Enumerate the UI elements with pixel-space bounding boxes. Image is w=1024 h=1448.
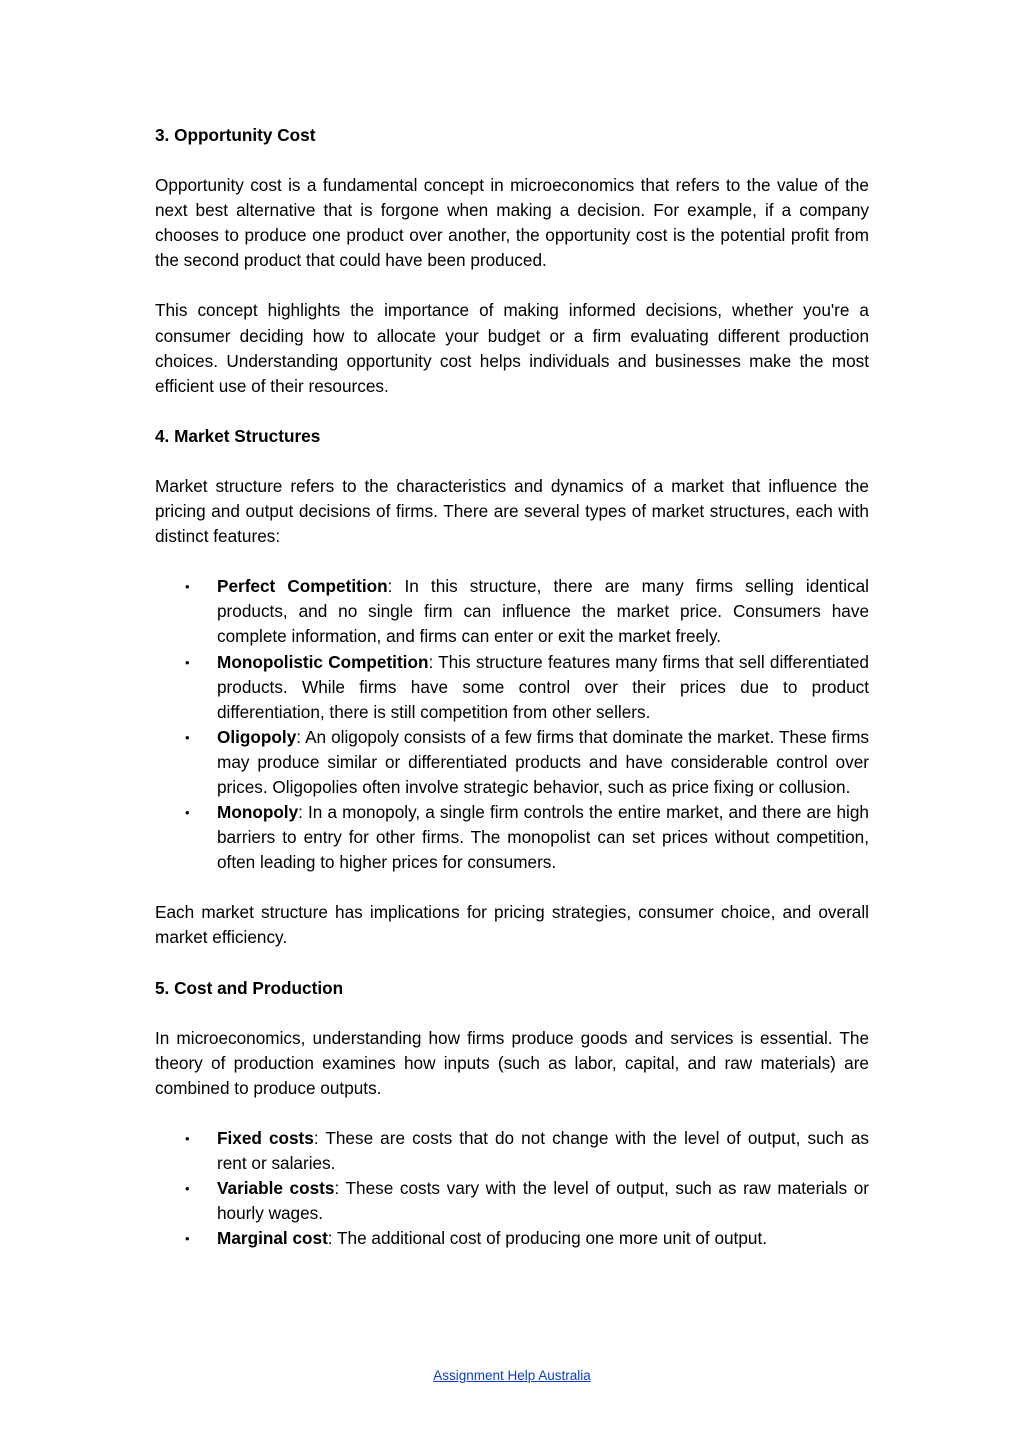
bullet-icon: • (185, 1181, 190, 1197)
list-item (185, 574, 869, 649)
cost-types-list (155, 1126, 869, 1251)
bullet-icon: • (185, 729, 190, 745)
bullet-icon: • (185, 1130, 190, 1146)
paragraph: Market structure refers to the characteristics and dynamics of a market that influence the pricing and output decisions of firms. There are several types of market structures, each with distinct features: (155, 475, 869, 547)
section-heading-cost-and-production: 5. Cost and Production (155, 977, 344, 998)
bullet-icon: • (185, 579, 190, 595)
list-item-term: Fixed costs (217, 1127, 314, 1148)
bullet-icon: • (185, 1231, 190, 1247)
list-item-text: : An oligopoly consists of a few firms that dominate the market. These firms may produce similar or differentiated products and have considerable control over prices. Oligopolies often involve strategic behavior, such as price fixing or collusion. (217, 726, 869, 797)
document-body (155, 123, 869, 1276)
list-item-term: Monopoly (217, 802, 299, 823)
list-item-term: Oligopoly (217, 726, 297, 747)
list-item-text: : In a monopoly, a single firm controls the entire market, and there are high barriers to entry for other firms. The monopolist can set prices without competition, often leading to higher prices for consumers. (217, 802, 869, 873)
list-item-text: : These are costs that do not change with the level of output, such as rent or salaries. (217, 1127, 869, 1173)
list-item-term: Variable costs (217, 1178, 335, 1199)
paragraph: In microeconomics, understanding how firms produce goods and services is essential. The theory of production examines how inputs (such as labor, capital, and raw materials) are combined to produce outputs. (155, 1027, 869, 1098)
list-item (185, 650, 869, 725)
list-item-term: Perfect Competition (217, 576, 388, 597)
market-structures-list (155, 574, 869, 875)
paragraph: Each market structure has implications for pricing strategies, consumer choice, and overall market efficiency. (155, 902, 869, 948)
list-item (185, 800, 869, 875)
list-item-text: : In this structure, there are many firms selling identical products, and no single firm can influence the market price. Consumers have complete information, and firms can enter or exit the market freely. (217, 576, 869, 647)
list-item-text: : The additional cost of producing one more unit of output. (327, 1228, 768, 1249)
list-item-text: : This structure features many firms that sell differentiated products. While firms have some control over their prices due to product differentiation, there is still competition from other sellers. (217, 651, 869, 722)
list-item-text: : These costs vary with the level of output, such as raw materials or hourly wages. (217, 1178, 869, 1224)
bullet-icon: • (185, 805, 190, 821)
list-item-term: Monopolistic Competition (217, 651, 429, 672)
paragraph: This concept highlights the importance of making informed decisions, whether you're a consumer deciding how to allocate your budget or a firm evaluating different production choices. Understanding opportunity cost helps individuals and businesses make the most efficient use of their resources. (155, 300, 869, 396)
page-footer (0, 1368, 1024, 1383)
footer-link[interactable]: Assignment Help Australia (433, 1368, 591, 1383)
bullet-icon: • (185, 654, 190, 670)
paragraph: Opportunity cost is a fundamental concept in microeconomics that refers to the value of the next best alternative that is forgone when making a decision. For example, if a company chooses to produce one product over another, the opportunity cost is the potential profit from the second product that could have been produced. (155, 175, 869, 271)
list-item (185, 725, 869, 800)
list-item-term: Marginal cost (217, 1228, 328, 1249)
list-item (185, 1126, 869, 1176)
list-item (185, 1176, 869, 1226)
section-heading-opportunity-cost: 3. Opportunity Cost (155, 125, 316, 145)
section-heading-market-structures: 4. Market Structures (155, 425, 321, 446)
list-item (185, 1226, 869, 1251)
